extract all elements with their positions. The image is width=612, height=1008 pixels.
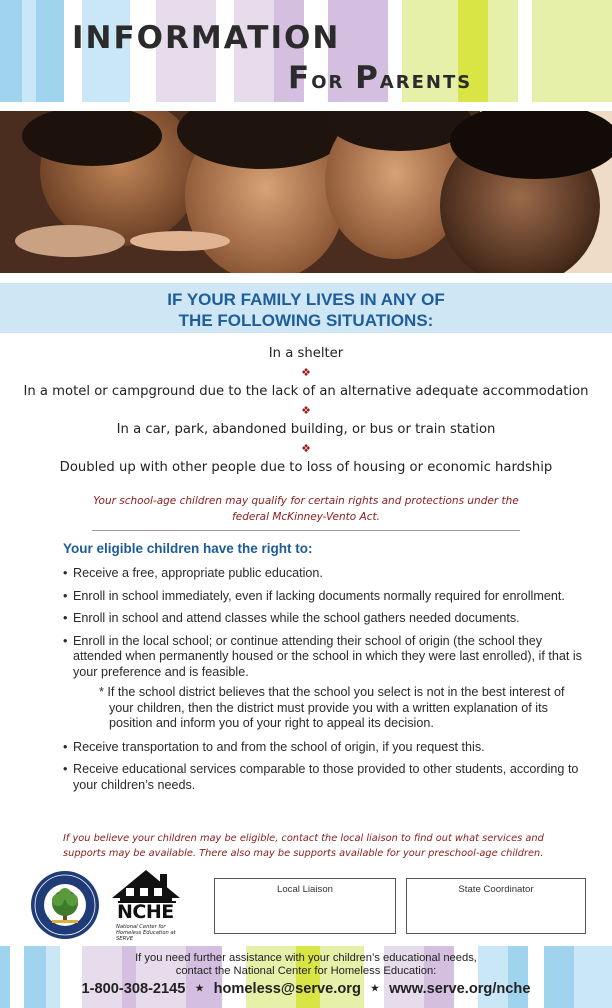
- footer-contact-details: [0, 979, 612, 1000]
- diamond-separator-icon: ❖: [301, 442, 311, 455]
- local-liaison-box: [214, 878, 396, 934]
- list-item: • Receive educational services comparable to those provided to other students, according to your children’s needs.: [63, 762, 579, 792]
- school-selection-note: * If the school district believes that the school you select is not in the best interest of your children, then the district must provide you with a written explanation of its position and inform you of your right to appeal its decision.: [99, 685, 565, 730]
- eligible-note: [63, 831, 573, 861]
- footer-line-2: contact the National Center for Homeless Education:: [175, 965, 437, 977]
- situation-item: In a shelter: [268, 346, 344, 361]
- title-for-parents: For Parents: [288, 60, 473, 96]
- footer-contact: [0, 952, 612, 1000]
- star-separator-icon: ★: [370, 983, 379, 993]
- banner-line-1: IF YOUR FAMILY LIVES IN ANY OF: [167, 290, 445, 309]
- nche-full-name: National Center for Homeless Education at SERVE: [116, 924, 176, 942]
- situations-list: [0, 346, 612, 476]
- list-item: • Receive a free, appropriate public education.: [63, 566, 323, 580]
- qualify-note-line: federal McKinney-Vento Act.: [232, 511, 380, 523]
- situation-item: In a motel or campground due to the lack of an alternative adequate accommodation: [23, 384, 589, 399]
- qualify-note-line: Your school-age children may qualify for certain rights and protections under the: [93, 495, 519, 507]
- eligible-note-line: supports may be available. There also may be supports available for your preschool-age children.: [63, 848, 544, 859]
- footer-phone: 1-800-308-2145: [81, 981, 186, 997]
- star-separator-icon: ★: [195, 983, 204, 993]
- rights-heading: Your eligible children have the right to:: [63, 541, 313, 556]
- list-item: • Enroll in school and attend classes while the school gathers needed documents.: [63, 611, 520, 625]
- state-coordinator-box: [406, 878, 586, 934]
- department-of-education-seal-icon: [30, 870, 100, 940]
- local-liaison-label: Local Liaison: [276, 884, 333, 895]
- footer-line-1: If you need further assistance with your children’s educational needs,: [135, 952, 477, 964]
- banner-line-2: THE FOLLOWING SITUATIONS:: [178, 311, 434, 330]
- situations-banner: [0, 283, 612, 333]
- situation-item: Doubled up with other people due to loss of housing or economic hardship: [59, 460, 553, 475]
- footer-website-link[interactable]: www.serve.org/nche: [389, 981, 531, 997]
- list-item: • Enroll in school immediately, even if lacking documents normally required for enrollment.: [63, 588, 565, 603]
- rights-list: [63, 566, 583, 800]
- situation-item: In a car, park, abandoned building, or bus or train station: [116, 422, 496, 437]
- diamond-separator-icon: ❖: [301, 404, 311, 417]
- children-photo-illustration: [0, 111, 612, 273]
- list-item: • Enroll in the local school; or continue attending their school of origin (the school they attended when permanently housed or the school in which they were last enrolled), if that is your preference and is feasible.: [63, 633, 582, 679]
- qualify-note: [60, 493, 552, 525]
- list-item: • Receive transportation to and from the school of origin, if you request this.: [63, 739, 485, 754]
- children-photo: [0, 111, 612, 273]
- divider: [92, 530, 520, 531]
- nche-abbreviation: NCHE: [117, 901, 174, 923]
- state-coordinator-label: State Coordinator: [458, 884, 534, 895]
- footer-email-link[interactable]: homeless@serve.org: [213, 981, 361, 997]
- diamond-separator-icon: ❖: [301, 366, 311, 379]
- title-information: INFORMATION: [72, 20, 341, 56]
- eligible-note-line: If you believe your children may be eligible, contact the local liaison to find out what services and: [63, 833, 544, 844]
